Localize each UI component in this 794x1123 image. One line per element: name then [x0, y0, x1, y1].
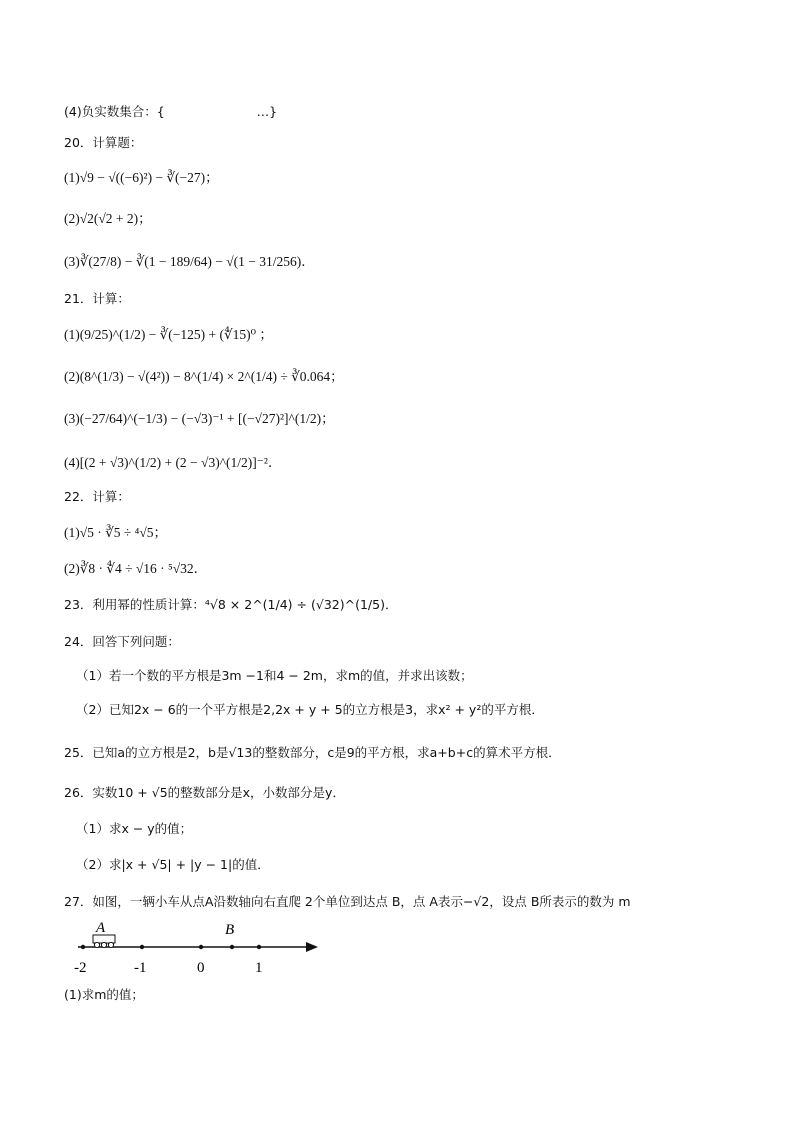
q23: 23．利用幂的性质计算：⁴√8 × 2^(1/4) ÷ (√32)^(1/5)． — [64, 597, 398, 612]
point-a-label: A — [96, 920, 106, 936]
q20-title: 20．计算题： — [64, 135, 143, 150]
q21-part2: (2)(8^(1/3) − √(4²)) − 8^(1/4) × 2^(1/4) ÷ ∛0.064； — [64, 369, 344, 384]
tick-dot — [199, 945, 203, 949]
q24-part2: （2）已知2x − 6的一个平方根是2,2x + y + 5的立方根是3，求x² + y²的平方根． — [76, 702, 544, 717]
q19-part4-label: (4)负实数集合：{ — [64, 104, 165, 119]
q20-part3: (3)∛(27/8) − ∛(1 − 189/64) − √(1 − 31/256)． — [64, 254, 315, 269]
q21-part4: (4)[(2 + √3)^(1/2) + (2 − √3)^(1/2)]⁻²． — [64, 455, 282, 470]
tick-label: -2 — [74, 960, 87, 976]
tick-label: -1 — [134, 960, 147, 976]
q21-title: 21．计算： — [64, 291, 130, 306]
q26-part2: （2）求|x + √5| + |y − 1|的值． — [76, 857, 270, 872]
q19-part4-tail: …} — [256, 104, 278, 119]
q27-part1: (1)求m的值； — [64, 987, 144, 1002]
q27-title: 27．如图，一辆小车从点A沿数轴向右直爬 2个单位到达点 B，点 A表示−√2，设点 B所表示的数为 m — [64, 894, 631, 909]
q26-part1: （1）求x − y的值； — [76, 821, 193, 836]
q19-part4 — [64, 103, 277, 121]
tick-dot — [257, 945, 261, 949]
number-line-figure — [64, 914, 334, 980]
tick-label: 0 — [197, 960, 205, 976]
q21-part3: (3)(−27/64)^(−1/3) − (−√3)⁻¹ + [(−√27)²]^(1/2)； — [64, 411, 335, 426]
tick-dot — [140, 945, 144, 949]
q20-part1: (1)√9 − √((−6)²) − ∛(−27)； — [64, 170, 219, 185]
q20-part2: (2)√2(√2 + 2)； — [64, 211, 152, 226]
tick-label: 1 — [255, 960, 263, 976]
q22-title: 22．计算： — [64, 489, 130, 504]
q21-part1: (1)(9/25)^(1/2) − ∛(−125) + (∜15)⁰ ； — [64, 327, 273, 342]
q22-part1: (1)√5 · ∛5 ÷ ⁴√5； — [64, 525, 168, 540]
axis-arrow — [306, 942, 318, 952]
q24-part1: （1）若一个数的平方根是3m −1和4 − 2m，求m的值，并求出该数； — [76, 668, 473, 683]
q22-part2: (2)∛8 · ∜4 ÷ √16 · ⁵√32． — [64, 561, 208, 576]
point-b-label: B — [225, 922, 235, 938]
car-icon — [93, 935, 115, 948]
point-b-dot — [230, 945, 234, 949]
tick-dot — [81, 945, 85, 949]
q26-title: 26．实数10 + √5的整数部分是x，小数部分是y． — [64, 785, 345, 800]
q25: 25．已知a的立方根是2，b是√13的整数部分，c是9的平方根，求a+b+c的算术平方根． — [64, 745, 561, 760]
q24-title: 24．回答下列问题： — [64, 634, 180, 649]
